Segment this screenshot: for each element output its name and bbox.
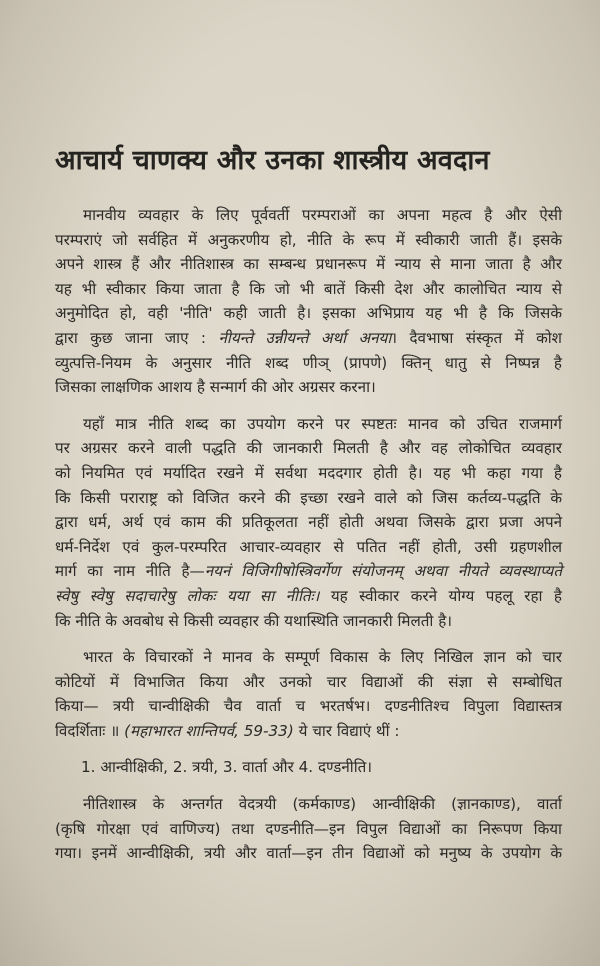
chapter-title: आचार्य चाणक्य और उनका शास्त्रीय अवदान xyxy=(55,145,490,176)
text-line xyxy=(55,609,562,634)
body-text xyxy=(55,203,562,878)
paragraph xyxy=(55,645,562,743)
text-segment: पर अग्रसर करने वाली पद्धति की जानकारी मिलती है और वह लोकोचित व्यवहार xyxy=(55,439,562,458)
paragraph xyxy=(55,412,562,633)
text-segment: यहाँ मात्र नीति शब्द का उपयोग करने पर स्पष्टतः मानव को उचित राजमार्ग xyxy=(83,414,562,433)
text-segment: को नियमित एवं मर्यादित रखने में सर्वथा मददगार होती है। यह भी कहा गया है xyxy=(55,463,562,482)
text-line xyxy=(55,301,562,326)
text-segment: कि किसी पराराष्ट्र को विजित करने की इच्छा रखने वाले को जिस कर्तव्य-पद्धति के xyxy=(55,488,562,507)
text-line xyxy=(55,486,562,511)
text-line xyxy=(55,277,562,302)
paragraph xyxy=(55,203,562,400)
sanskrit-quote: (महाभारत शान्तिपर्व, 59-33) xyxy=(124,721,294,740)
text-segment: गया। इनमें आन्वीक्षिकी, त्रयी और वार्ता—इन तीन विद्याओं को मनुष्य के उपयोग के xyxy=(55,844,562,863)
text-segment: मानवीय व्यवहार के लिए पूर्ववर्ती परम्पराओं का अपना महत्व है और ऐसी xyxy=(83,206,562,224)
text-line xyxy=(55,510,562,535)
text-line xyxy=(55,375,562,400)
text-segment: विदर्शिताः ॥ xyxy=(55,721,125,740)
text-line xyxy=(55,645,562,670)
text-line xyxy=(55,351,562,376)
text-segment: व्युत्पत्ति-नियम के अनुसार नीति शब्द णीञ् (प्रापणे) क्तिन् धातु से निष्पन्न है xyxy=(55,353,562,372)
text-segment: जिसका लाक्षणिक आशय है सन्मार्ग की ओर अग्रसर करना। xyxy=(55,378,376,397)
text-line xyxy=(55,559,562,584)
text-segment: द्वारा कुछ जाना जाए : xyxy=(55,328,219,347)
text-segment: मार्ग का नाम नीति है— xyxy=(55,562,205,581)
text-segment: भारत के विचारकों ने मानव के सम्पूर्ण विकास के लिए निखिल ज्ञान को चार xyxy=(83,648,562,667)
text-line xyxy=(55,326,562,351)
text-line xyxy=(81,755,562,780)
sanskrit-quote: नयनं विजिगीषोस्त्रिवर्गेण संयोजनम् अथवा नीयते व्यवस्थाप्यते xyxy=(204,562,563,581)
text-segment: परम्पराएं जो सर्वहित में अनुकरणीय हो, नीति के रूप में स्वीकारी जाती हैं। इसके xyxy=(55,230,562,249)
text-segment: धर्म-निर्देश एवं कुल-परम्परित आचार-व्यवहार से पतित नहीं होती, उसी ग्रहणशील xyxy=(55,537,562,556)
paragraph xyxy=(55,792,562,866)
text-line xyxy=(55,694,562,719)
text-segment: 1. आन्वीक्षिकी, 2. त्रयी, 3. वार्ता और 4. दण्डनीति। xyxy=(81,758,373,777)
text-line xyxy=(55,841,562,866)
text-line xyxy=(55,412,562,437)
text-segment: ये चार विद्याएं थीं : xyxy=(293,721,400,740)
text-line xyxy=(55,203,562,228)
text-segment: नीतिशास्त्र के अन्तर्गत वेदत्रयी (कर्मकाण्ड) आन्वीक्षिकी (ज्ञानकाण्ड), वार्ता xyxy=(83,795,562,814)
text-segment: कि नीति के अवबोध से किसी व्यवहार की यथास्थिति जानकारी मिलती है। xyxy=(55,611,453,630)
sanskrit-quote: स्वेषु स्वेषु सदाचारेषु लोकः यया सा नीतिः। xyxy=(55,586,320,605)
sanskrit-quote: नीयन्ते उन्नीयन्ते अर्था अनया xyxy=(218,328,392,347)
text-line xyxy=(55,461,562,486)
text-segment: । दैवभाषा संस्कृत में कोश xyxy=(391,328,563,347)
text-segment: अपने शास्त्र हैं और नीतिशास्त्र का सम्बन्ध प्रधानरूप में न्याय से माना जाता है और xyxy=(55,255,562,274)
text-line xyxy=(55,228,562,253)
text-line xyxy=(55,584,562,609)
text-segment: यह स्वीकार करने योग्य पहलू रहा है xyxy=(319,586,562,605)
text-line xyxy=(55,670,562,695)
text-segment: अनुमोदित हो, वही 'नीति' कही जाती है। इसका अभिप्राय यह भी है कि जिसके xyxy=(55,304,562,323)
text-line xyxy=(55,535,562,560)
text-segment: द्वारा धर्म, अर्थ एवं काम की प्रतिकूलता नहीं होती अथवा जिसके द्वारा प्रजा अपने xyxy=(55,513,562,532)
text-line xyxy=(55,817,562,842)
text-line xyxy=(55,436,562,461)
text-line xyxy=(55,792,562,817)
text-segment: किया— त्रयी चान्वीक्षिकी चैव वार्ता च भरतर्षभ। दण्डनीतिश्च विपुला विद्यास्तत्र xyxy=(55,697,562,716)
text-line xyxy=(55,252,562,277)
text-segment: यह भी स्वीकार किया जाता है कि जो भी बातें किसी देश और कालोचित न्याय से xyxy=(55,279,562,298)
numbered-list xyxy=(55,755,562,780)
text-segment: कोटियों में विभाजित किया और उनको चार विद्याओं की संज्ञा से सम्बोधित xyxy=(55,672,562,691)
text-segment: (कृषि गोरक्षा एवं वाणिज्य) तथा दण्डनीति—इन विपुल विद्याओं का निरूपण किया xyxy=(55,819,562,838)
text-line xyxy=(55,719,562,744)
